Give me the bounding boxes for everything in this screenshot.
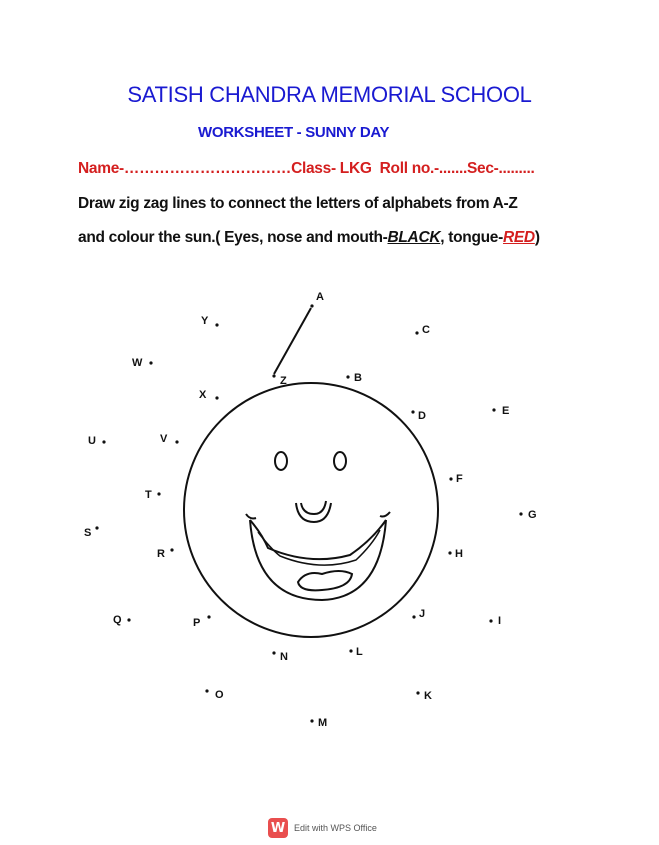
dot-i (489, 619, 492, 622)
dot-b (346, 375, 349, 378)
alphabet-letters (84, 291, 537, 729)
dot-m (310, 719, 313, 722)
letter-l: L (356, 646, 363, 658)
dot-d (411, 410, 414, 413)
letter-t: T (145, 489, 152, 501)
letter-h: H (455, 548, 463, 560)
dot-x (215, 396, 218, 399)
letter-u: U (88, 435, 96, 447)
letter-j: J (419, 608, 426, 620)
dot-h (448, 551, 451, 554)
dot-l (349, 649, 352, 652)
left-eye (275, 452, 287, 470)
letter-n: N (280, 651, 288, 663)
letter-p: P (193, 617, 201, 629)
letter-b: B (354, 372, 362, 384)
dot-n (272, 651, 275, 654)
instruction-text: , tongue- (440, 229, 503, 246)
letter-x: X (199, 389, 207, 401)
letter-k: K (424, 690, 432, 702)
dot-t (157, 492, 160, 495)
nose (296, 501, 331, 522)
instruction-line-2 (78, 229, 540, 247)
letter-e: E (502, 405, 510, 417)
letter-v: V (160, 433, 168, 445)
letter-c: C (422, 324, 430, 336)
dot-g (519, 512, 522, 515)
letter-s: S (84, 527, 92, 539)
a-to-z-line (274, 308, 311, 374)
letter-r: R (157, 548, 165, 560)
dot-a (310, 304, 313, 307)
letter-i: I (498, 615, 502, 627)
dot-s (95, 526, 98, 529)
letter-a: A (316, 291, 324, 303)
letter-w: W (132, 357, 143, 369)
letter-g: G (528, 509, 537, 521)
dot-q (127, 618, 130, 621)
sun-dot-to-dot-artwork (70, 275, 550, 775)
instruction-text: ) (534, 229, 540, 246)
dot-e (492, 408, 495, 411)
worksheet-title: WORKSHEET - SUNNY DAY (198, 124, 390, 141)
dot-y (215, 323, 218, 326)
wps-office-icon: W (268, 818, 288, 838)
mouth-inner (250, 520, 386, 559)
mouth-corner-right (380, 512, 390, 517)
dot-w (149, 361, 152, 364)
dot-u (102, 440, 105, 443)
wps-footer-text: Edit with WPS Office (294, 823, 377, 833)
letter-z: Z (280, 375, 287, 387)
letter-m: M (318, 717, 328, 729)
school-name: SATISH CHANDRA MEMORIAL SCHOOL (127, 82, 532, 107)
letter-d: D (418, 410, 426, 422)
dot-f (449, 477, 452, 480)
dot-r (170, 548, 173, 551)
mouth-corner-left (246, 514, 256, 519)
letter-f: F (456, 473, 463, 485)
right-eye (334, 452, 346, 470)
letter-y: Y (201, 315, 209, 327)
instruction-text: and colour the sun.( Eyes, nose and mouth- (78, 229, 388, 246)
dot-o (205, 689, 208, 692)
dot-p (207, 615, 210, 618)
instruction-line-1: Draw zig zag lines to connect the letters of alphabets from A-Z (78, 195, 518, 212)
wps-footer[interactable] (268, 818, 377, 838)
dot-k (416, 691, 419, 694)
tongue (298, 571, 352, 590)
letter-o: O (215, 689, 224, 701)
black-color-word: BLACK (387, 229, 441, 246)
dot-z (272, 374, 275, 377)
red-color-word: RED (502, 229, 535, 246)
dot-j (412, 615, 415, 618)
name-class-roll-line: Name-……………………………Class- LKG Roll no.-.......Sec-......... (78, 160, 535, 177)
letter-q: Q (113, 614, 122, 626)
dot-v (175, 440, 178, 443)
dot-c (415, 331, 418, 334)
